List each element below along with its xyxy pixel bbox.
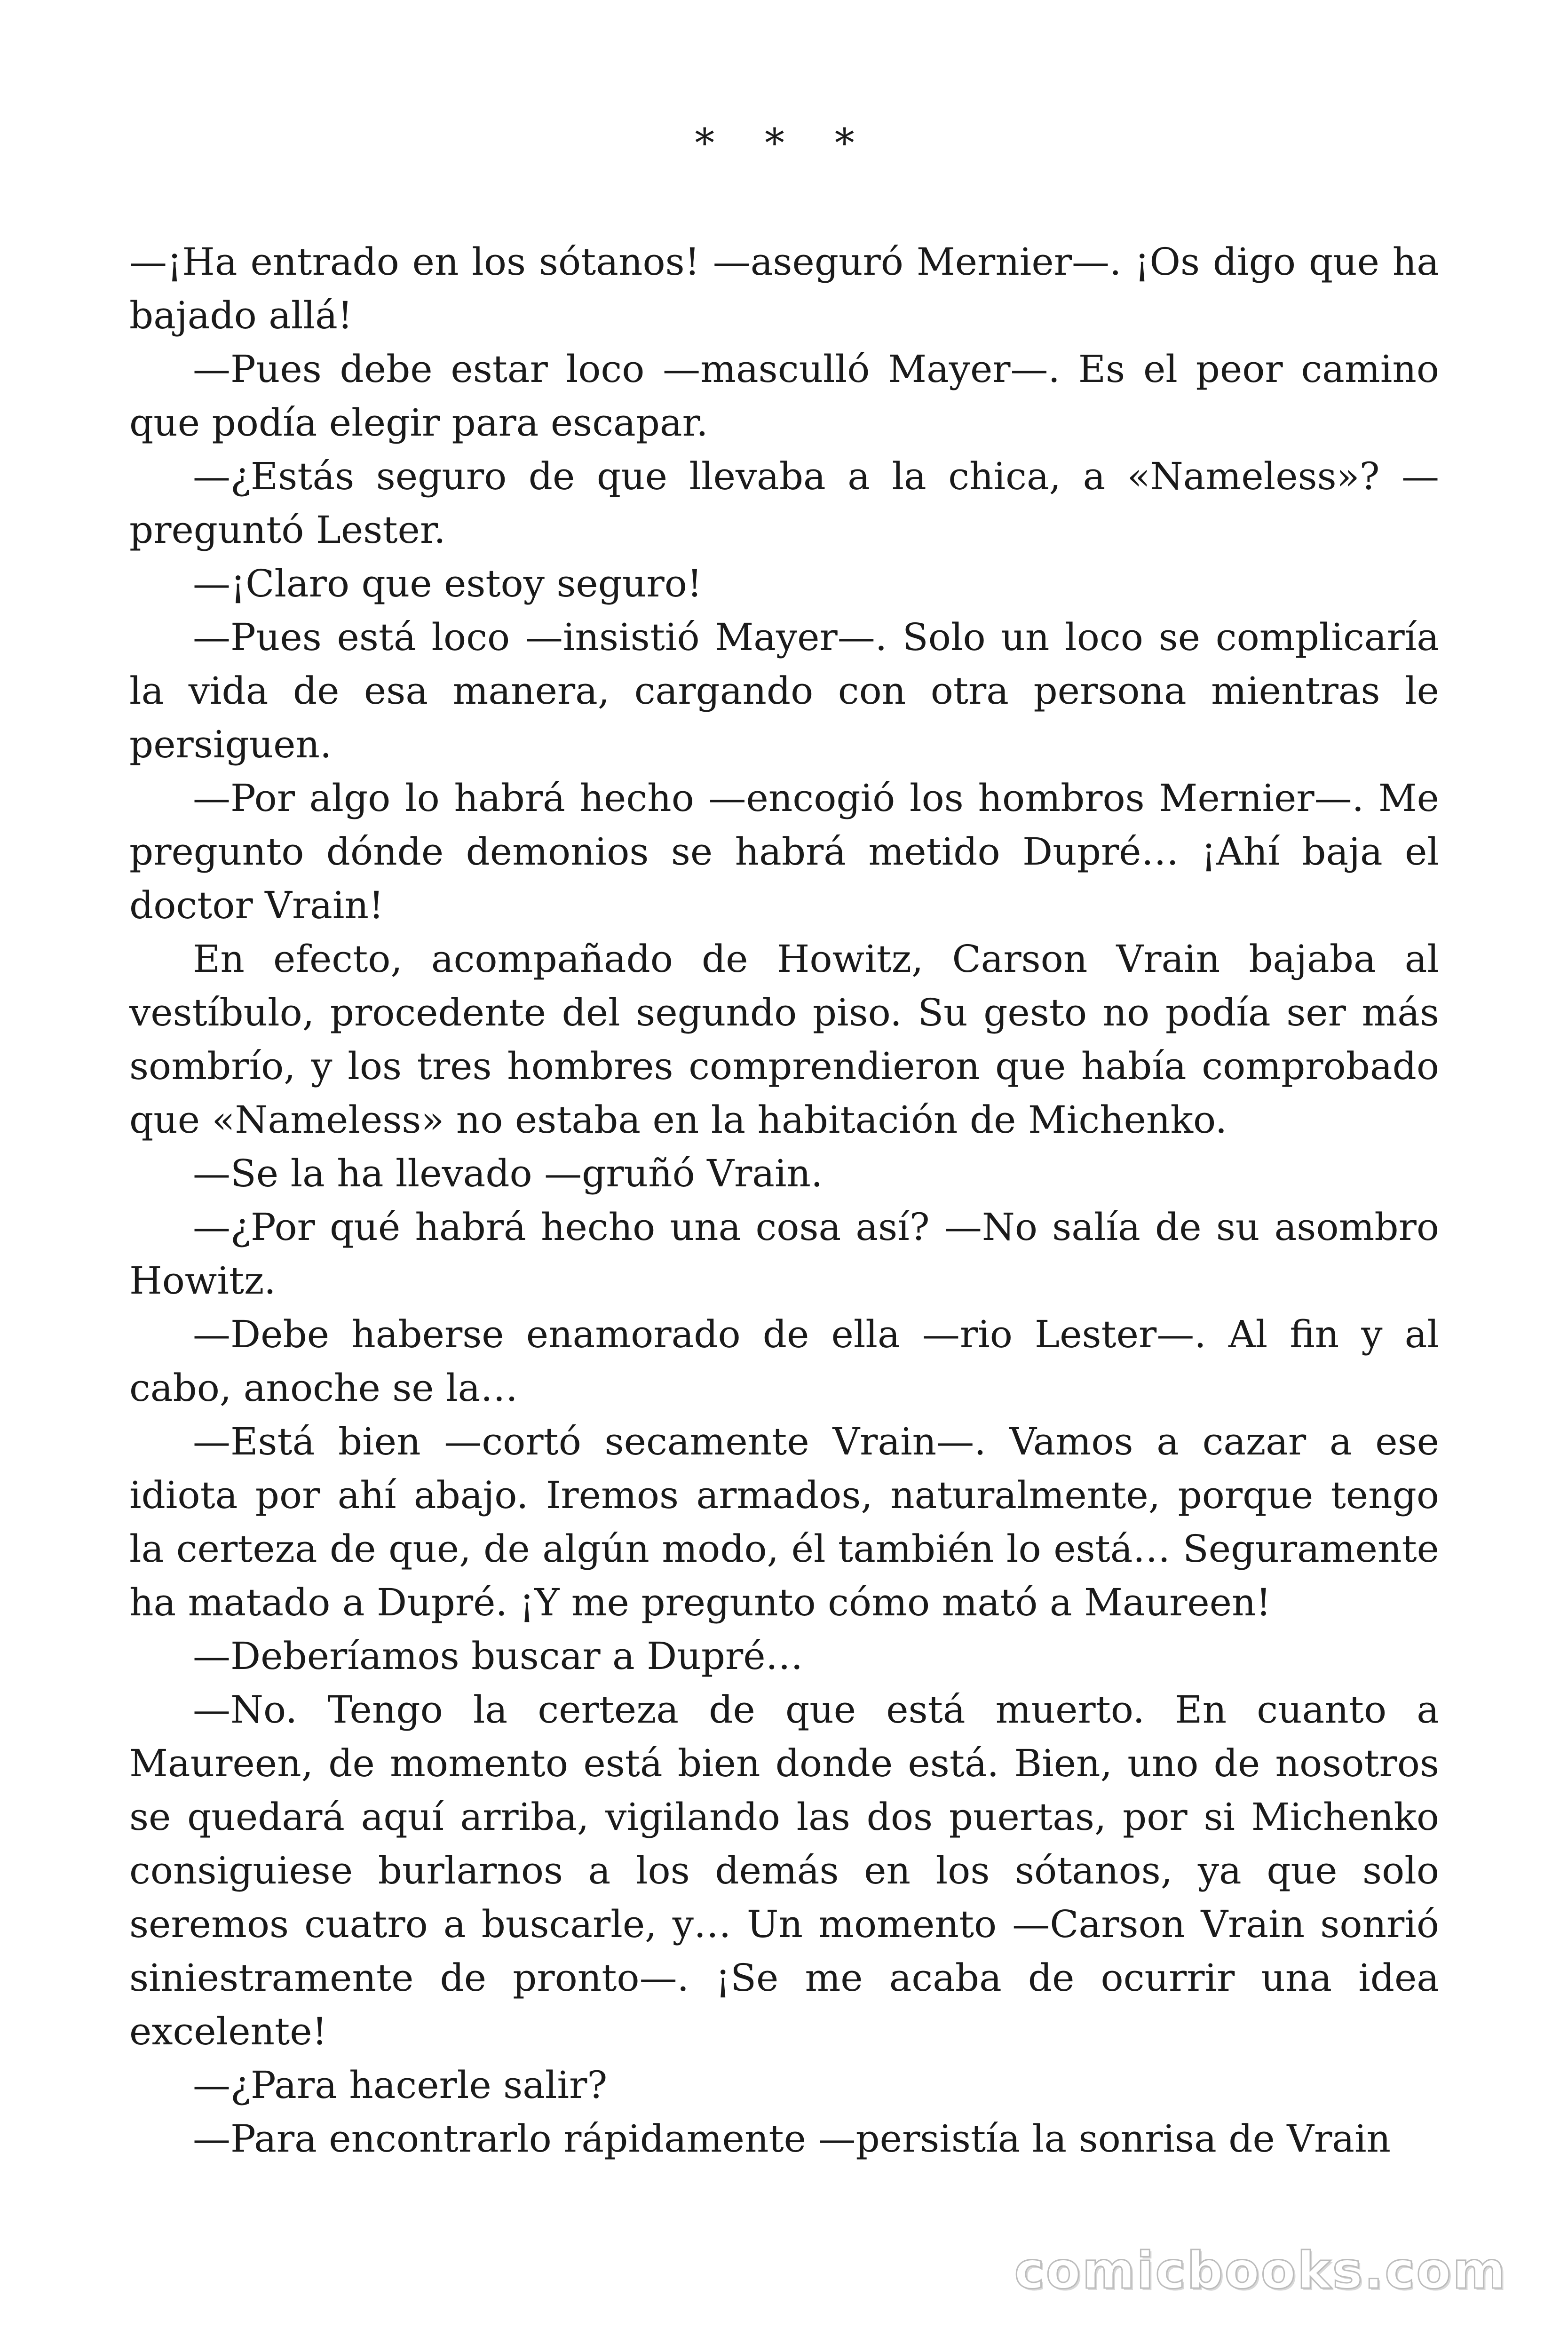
section-separator: * * * xyxy=(695,120,873,166)
paragraph: —Está bien —cortó secamente Vrain—. Vamos a cazar a ese idiota por ahí abajo. Iremos armados, naturalmente, porque tengo la certeza de que, de algún modo, él también lo está… Seguramente ha matado a Dupré. ¡Y me pregunto cómo mató a Maureen! xyxy=(129,1420,1439,1624)
paragraph: —¿Para hacerle salir? xyxy=(193,2063,608,2107)
paragraph: —Por algo lo habrá hecho —encogió los hombros Mernier—. Me pregunto dónde demonios se habrá metido Dupré… ¡Ahí baja el doctor Vrain! xyxy=(129,776,1439,927)
paragraph: —¿Por qué habrá hecho una cosa así? —No salía de su asombro Howitz. xyxy=(129,1205,1439,1303)
paragraph: —Se la ha llevado —gruñó Vrain. xyxy=(193,1152,823,1195)
paragraph: —Para encontrarlo rápidamente —persistía la sonrisa de Vrain xyxy=(193,2117,1391,2161)
paragraph: —No. Tengo la certeza de que está muerto. En cuanto a Maureen, de momento está bien donde está. Bien, uno de nosotros se quedará aquí arriba, vigilando las dos puertas, por si Michenko consiguiese burlarnos a los demás en los sótanos, ya que solo seremos cuatro a buscarle, y… Un momento —Carson Vrain sonrió siniestramente de pronto—. ¡Se me acaba de ocurrir una idea excelente! xyxy=(129,1688,1439,2053)
paragraph: En efecto, acompañado de Howitz, Carson Vrain bajaba al vestíbulo, procedente del segundo piso. Su gesto no podía ser más sombrío, y los tres hombres comprendieron que había comprobado que «Nameless» no estaba en la habitación de Michenko. xyxy=(129,937,1439,1142)
paragraph: —Deberíamos buscar a Dupré… xyxy=(193,1634,803,1678)
paragraph: —Pues debe estar loco —masculló Mayer—. Es el peor camino que podía elegir para escapar. xyxy=(129,347,1439,445)
paragraph: —¿Estás seguro de que llevaba a la chica, a «Nameless»? —preguntó Lester. xyxy=(129,454,1439,552)
paragraph: —Pues está loco —insistió Mayer—. Solo un loco se complicaría la vida de esa manera, cargando con otra persona mientras le persiguen. xyxy=(129,615,1439,766)
paragraph: —Debe haberse enamorado de ella —rio Lester—. Al fin y al cabo, anoche se la… xyxy=(129,1312,1439,1410)
watermark: comicbooks.com xyxy=(1014,2241,1507,2300)
body-text xyxy=(129,235,1439,2166)
paragraph: —¡Ha entrado en los sótanos! —aseguró Mernier—. ¡Os digo que ha bajado allá! xyxy=(129,240,1439,337)
paragraph: —¡Claro que estoy seguro! xyxy=(193,562,703,605)
